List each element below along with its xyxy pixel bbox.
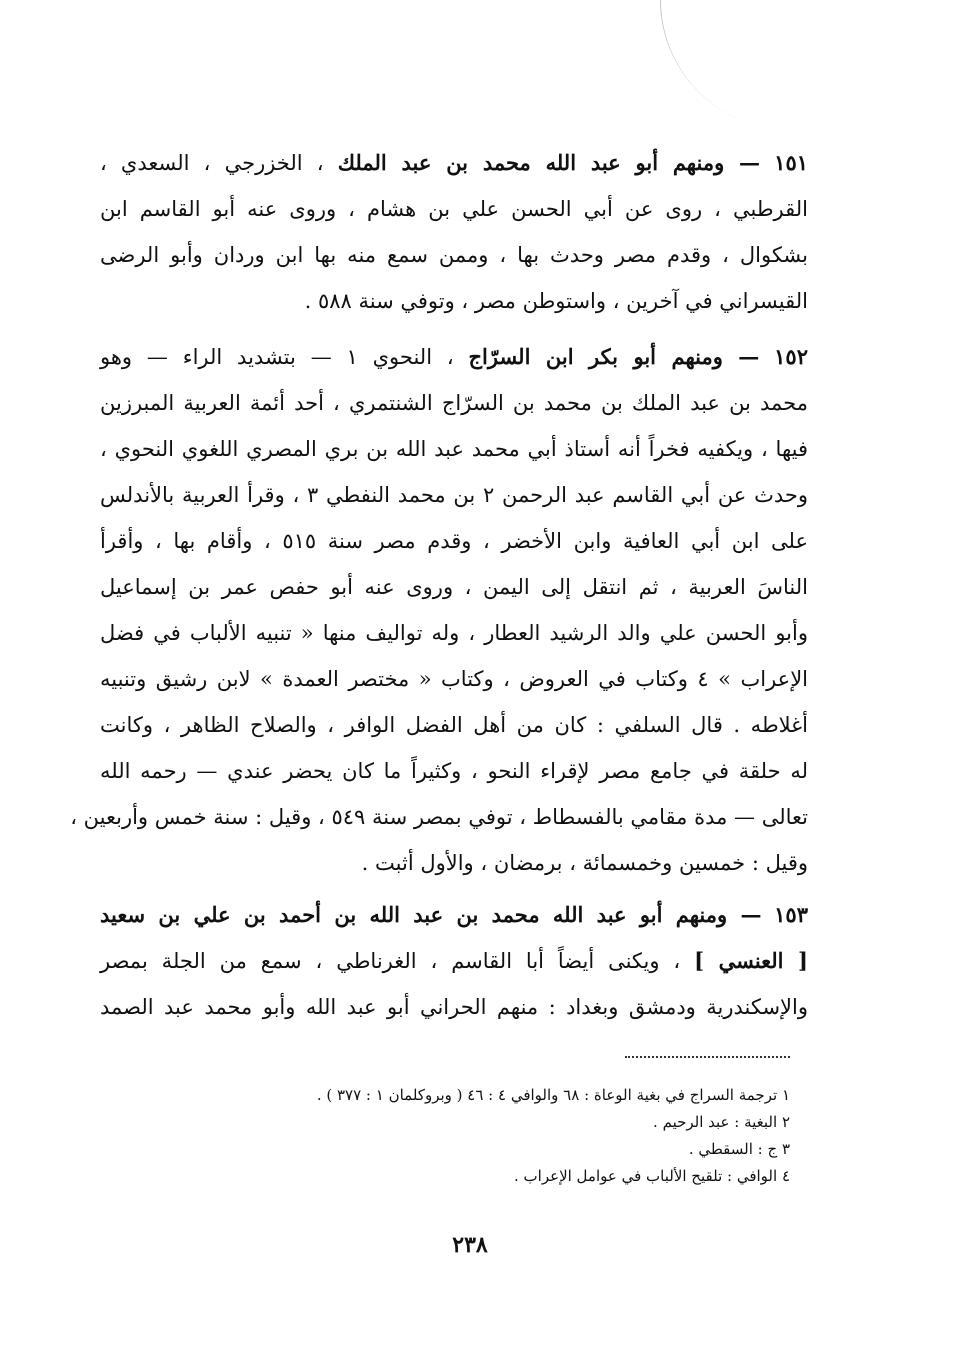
footnote-3: ٣ ج : السقطي . <box>688 1140 790 1158</box>
entry-152-line-1 <box>100 334 808 380</box>
entry-152-line-12: وقيل : خمسين وخمسمائة ، برمضان ، والأول أثبت . <box>361 851 808 875</box>
entry-151-line-4: القيسراني في آخرين ، واستوطن مصر ، وتوفي سنة ٥٨٨ . <box>304 289 808 313</box>
entry-number: ١٥٢ <box>774 344 808 369</box>
entry-152-line-4: وحدث عن أبي القاسم عبد الرحمن ٢ بن محمد النفطي ٣ ، وقرأ العربية بالأندلس <box>100 483 808 507</box>
entry-152-line-6: الناسَ العربية ، ثم انتقل إلى اليمن ، وروى عنه أبو حفص عمر بن إسماعيل <box>100 575 808 599</box>
entry-153-line-1 <box>100 892 808 938</box>
entry-text: ، ويكنى أيضاً أبا القاسم ، الغرناطي ، سمع من الجلة بمصر <box>100 949 681 973</box>
footnotes <box>150 1082 790 1190</box>
entry-151 <box>100 140 808 324</box>
entry-name: — ومنهم أبو بكر ابن السرّاج <box>468 344 760 369</box>
entry-152-line-11: تعالى — مدة مقامي بالفسطاط ، توفي بمصر سنة ٥٤٩ ، وقيل : سنة خمس وأربعين ، <box>70 805 808 829</box>
entry-152-line-10: له حلقة في جامع مصر لإقراء النحو ، وكثيراً ما كان يحضر عندي — رحمه الله <box>100 759 808 783</box>
entry-text: ، النحوي ١ — بتشديد الراء — وهو <box>100 345 454 369</box>
entry-152-line-5: على ابن أبي العافية وابن الأخضر ، وقدم مصر سنة ٥١٥ ، وأقام بها ، وأقرأ <box>100 529 808 553</box>
entry-number: ١٥٣ <box>774 902 808 927</box>
footnote-2: ٢ البغية : عبد الرحيم . <box>653 1113 790 1131</box>
entry-number: ١٥١ <box>774 150 809 175</box>
entry-152-line-3: فيها ، ويكفيه فخراً أنه أستاذ أبي محمد عبد الله بن بري المصري اللغوي النحوي ، <box>100 437 808 461</box>
entry-152-line-9: أغلاطه . قال السلفي : كان من أهل الفضل الوافر ، والصلاح الظاهر ، وكانت <box>100 713 808 737</box>
entry-name: — ومنهم أبو عبد الله محمد بن عبد الله بن أحمد بن علي بن سعيد <box>100 902 762 927</box>
footnote-separator <box>625 1056 790 1058</box>
entry-153 <box>100 892 808 1030</box>
entry-text: ، الخزرجي ، السعدي ، <box>100 151 324 175</box>
entry-153-line-2 <box>100 938 808 984</box>
entry-152 <box>70 334 809 886</box>
entry-152-line-2: محمد بن عبد الملك بن محمد بن السرّاج الشنتمري ، أحد أئمة العربية المبرزين <box>100 391 808 415</box>
entry-name-bracketed: [ العنسي ] <box>694 948 808 973</box>
entry-153-line-3: والإسكندرية ودمشق وبغداد : منهم الحراني أبو عبد الله وأبو محمد عبد الصمد <box>100 995 808 1019</box>
entry-152-line-7: وأبو الحسن علي والد الرشيد العطار ، وله تواليف منها « تنبيه الألباب في فضل <box>100 621 808 645</box>
footnote-1: ١ ترجمة السراج في بغية الوعاة : ٦٨ والوافي ٤ : ٤٦ ( وبروكلمان ١ : ٣٧٧ ) . <box>316 1086 790 1104</box>
page-number: ٢٣٨ <box>452 1232 488 1258</box>
entry-152-line-8: الإعراب » ٤ وكتاب في العروض ، وكتاب « مختصر العمدة » لابن رشيق وتنبيه <box>100 667 809 691</box>
entry-151-line-2: القرطبي ، روى عن أبي الحسن علي بن هشام ، وروى عنه أبو القاسم ابن <box>100 197 808 221</box>
entry-name: — ومنهم أبو عبد الله محمد بن عبد الملك <box>337 150 760 175</box>
entry-151-line-3: بشكوال ، وقدم مصر وحدث بها ، وممن سمع منه بها ابن وردان وأبو الرضى <box>100 243 808 267</box>
entry-151-line-1 <box>100 140 808 186</box>
footnote-4: ٤ الوافي : تلقيح الألباب في عوامل الإعراب . <box>514 1167 790 1185</box>
